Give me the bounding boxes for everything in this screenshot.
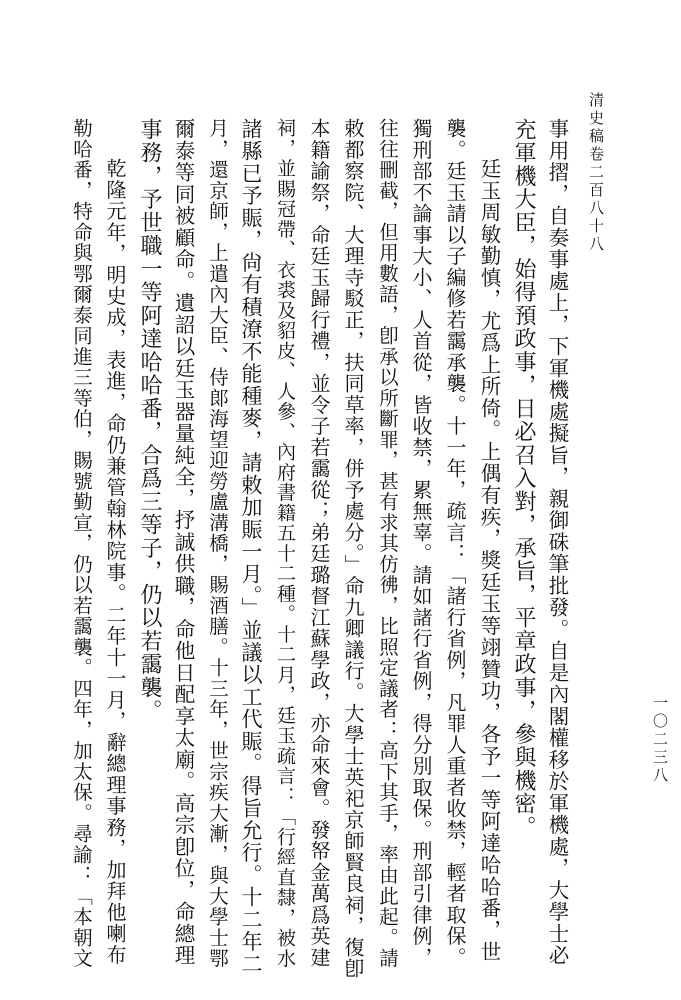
text-column: 乾隆元年，明史成，表進，命仍兼管翰林院事。二年十一月，辭總理事務，加拜他喇布 (103, 158, 127, 966)
text-column: 爾泰等同被顧命。遺詔以廷玉器量純全，抒誠供職，命他日配享太廟。高宗卽位，命總理 (171, 118, 195, 967)
text-column: 諸縣已予賑，尙有積潦不能種麥，請敕加賑一月。」並議以工代賑。得旨允行。十二年二 (239, 118, 263, 976)
text-column: 敕都察院、大理寺駁正，扶同草率，併予處分。」命九卿議行。大學士英祀京師賢良祠，復卽 (341, 118, 365, 980)
text-column: 月，還京師，上遣內大臣、侍郞海望迎勞盧溝橋，賜酒膳。十三年，世宗疾大漸，與大學士鄂 (206, 118, 229, 969)
running-header: 清史稿卷二百八十八 (587, 92, 605, 254)
text-column: 事用摺，自奏事處上，下軍機處擬旨，親御硃筆批發。自是內閣權移於軍機處，大學士必 (545, 118, 569, 967)
text-column: 勒哈番，特命與鄂爾泰同進三等伯，賜號勤宣，仍以若靄襲。四年，加太保。尋諭：「本朝文 (70, 118, 93, 969)
text-column: 獨刑部不論事大小、人首從，皆收禁，累無辜。請如諸行省例，得分別取保。刑部引律例， (409, 118, 433, 968)
text-column: 襲。廷玉請以子編修若靄承襲。十一年，疏言：「諸行省例，凡罪人重者收禁，輕者取保。 (443, 118, 467, 968)
page-number: 一〇二三八 (651, 695, 669, 785)
text-column: 祠，並賜冠帶、衣裘及貂皮、人參、內府書籍五十二種。十二月，廷玉疏言：「行經直隸，被水 (274, 118, 296, 969)
text-column: 廷玉周敏勤慎，尤爲上所倚。上偶有疾，獎廷玉等翊贊功，各予一等阿達哈哈番，世 (477, 158, 501, 963)
text-column: 往往刪截，但用數語，卽承以所斷罪，甚有求其仿彿，比照定議者：高下其手，率由此起。請 (376, 118, 399, 969)
text-column: 本籍諭祭，命廷玉歸行禮，並令子若靄從；弟廷璐督江蘇學政，亦命來會。發帑金萬爲英建 (307, 118, 331, 968)
text-column: 充軍機大臣，始得預政事，日必召入對，承旨，平章政事，參與機密。 (511, 118, 536, 839)
text-column: 事務，予世職一等阿達哈哈番，合爲三等子，仍以若靄襲。 (137, 118, 162, 723)
